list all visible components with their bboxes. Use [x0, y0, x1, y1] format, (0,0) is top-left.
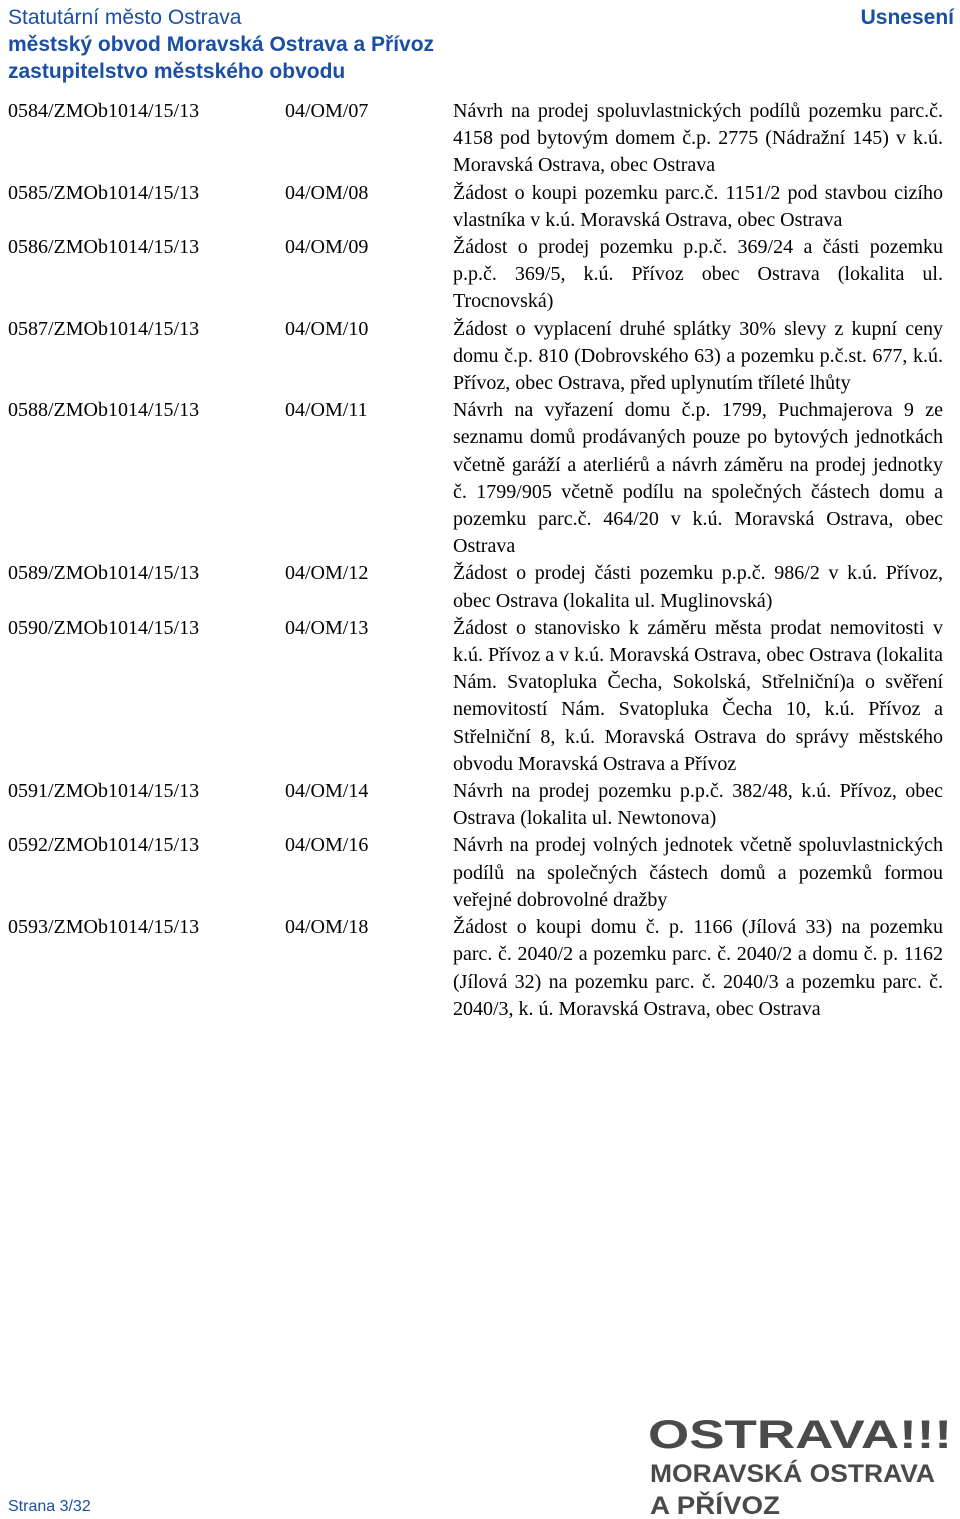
district-name: městský obvod Moravská Ostrava a Přívoz: [8, 33, 435, 56]
resolution-row: [8, 180, 943, 234]
resolution-code: 04/OM/14: [285, 780, 369, 803]
resolution-number: 0593/ZMOb1014/15/13: [8, 916, 200, 939]
logo-line-3: A PŘÍVOZ: [650, 1492, 768, 1518]
resolution-number: 0587/ZMOb1014/15/13: [8, 317, 200, 340]
logo-line-1: OSTRAVA!!!: [648, 1413, 952, 1457]
logo-line-2: MORAVSKÁ OSTRAVA: [650, 1460, 920, 1488]
resolution-number: 0591/ZMOb1014/15/13: [8, 780, 200, 803]
resolution-row: [8, 832, 943, 914]
resolution-text: Žádost o prodej části pozemku p.p.č. 986/2 v k.ú. Přívoz, obec Ostrava (lokalita ul. Muglinovská): [453, 562, 943, 612]
resolution-text: Žádost o prodej pozemku p.p.č. 369/24 a části pozemku p.p.č. 369/5, k.ú. Přívoz obec Ostrava (lokalita ul. Trocnovská): [453, 236, 943, 313]
resolution-row: [8, 397, 943, 560]
ostrava-logo: [648, 1408, 954, 1518]
resolution-code: 04/OM/12: [285, 562, 369, 585]
resolution-text: Žádost o vyplacení druhé splátky 30% slevy z kupní ceny domu č.p. 810 (Dobrovského 63) a pozemku p.č.st. 677, k.ú. Přívoz, obec Ostrava, před uplynutím tříleté lhůty: [453, 317, 943, 395]
resolution-number: 0592/ZMOb1014/15/13: [8, 834, 200, 857]
resolution-code: 04/OM/13: [285, 616, 369, 639]
resolution-code: 04/OM/08: [285, 181, 369, 204]
resolution-row: [8, 234, 943, 316]
resolution-number: 0584/ZMOb1014/15/13: [8, 100, 200, 122]
resolution-code: 04/OM/16: [285, 834, 369, 857]
resolution-row: [8, 316, 943, 398]
resolution-code: 04/OM/18: [285, 916, 369, 939]
resolution-number: 0590/ZMOb1014/15/13: [8, 616, 200, 639]
resolution-row: [8, 615, 943, 778]
resolution-number: 0585/ZMOb1014/15/13: [8, 181, 200, 204]
document-type: Usnesení: [860, 6, 954, 29]
resolution-text: Žádost o koupi pozemku parc.č. 1151/2 pod stavbou cizího vlastníka v k.ú. Moravská Ostrava, obec Ostrava: [453, 181, 943, 231]
resolution-code: 04/OM/10: [285, 317, 369, 340]
resolution-row: [8, 914, 943, 1023]
resolution-text: Žádost o koupi domu č. p. 1166 (Jílová 33) na pozemku parc. č. 2040/2 a pozemku parc. č. 2040/2 a domu č. p. 1162 (Jílová 32) na pozemku parc. č. 2040/3 a pozemku parc. č. 2040/3, k. ú. Moravská Ostrava, obec Ostrava: [453, 916, 943, 1020]
resolution-number: 0588/ZMOb1014/15/13: [8, 399, 200, 422]
resolution-row: [8, 98, 943, 180]
resolution-code: 04/OM/07: [285, 100, 369, 122]
council-name: zastupitelstvo městského obvodu: [8, 60, 346, 83]
resolution-text: Návrh na prodej spoluvlastnických podílů pozemku parc.č. 4158 pod bytovým domem č.p. 2775 (Nádražní 145) v k.ú. Moravská Ostrava, obec Ostrava: [453, 100, 943, 177]
resolution-number: 0589/ZMOb1014/15/13: [8, 562, 200, 585]
resolution-row: [8, 560, 943, 614]
resolution-code: 04/OM/11: [285, 399, 368, 422]
resolution-text: Návrh na prodej pozemku p.p.č. 382/48, k.ú. Přívoz, obec Ostrava (lokalita ul. Newtonova): [453, 780, 943, 830]
page-header: [8, 4, 954, 85]
page-number: Strana 3/32: [8, 1498, 91, 1515]
resolution-text: Žádost o stanovisko k záměru města prodat nemovitosti v k.ú. Přívoz a v k.ú. Moravská Ostrava, obec Ostrava (lokalita Nám. Svatopluka Čecha, Sokolská, Střelniční)a o svěření nemovitostí Nám. Svatopluka Čecha 10, k.ú. Přívoz a Střelniční 8, k.ú. Moravská Ostrava do správy městského obvodu Moravská Ostrava a Přívoz: [453, 616, 943, 775]
resolution-number: 0586/ZMOb1014/15/13: [8, 236, 200, 259]
resolution-list: [8, 98, 943, 1023]
resolution-code: 04/OM/09: [285, 236, 369, 259]
city-name: Statutární město Ostrava: [8, 6, 242, 29]
resolution-text: Návrh na prodej volných jednotek včetně spoluvlastnických podílů na společných částech domů a pozemků formou veřejné dobrovolné dražby: [453, 834, 943, 911]
resolution-row: [8, 778, 943, 832]
resolution-text: Návrh na vyřazení domu č.p. 1799, Puchmajerova 9 ze seznamu domů prodávaných pouze po bytových jednotkách včetně garáží a aterliérů a návrh záměru na prodej jednotky č. 1799/905 včetně podílu na společných částech domu a pozemku parc.č. 464/20 v k.ú. Moravská Ostrava, obec Ostrava: [453, 399, 943, 558]
